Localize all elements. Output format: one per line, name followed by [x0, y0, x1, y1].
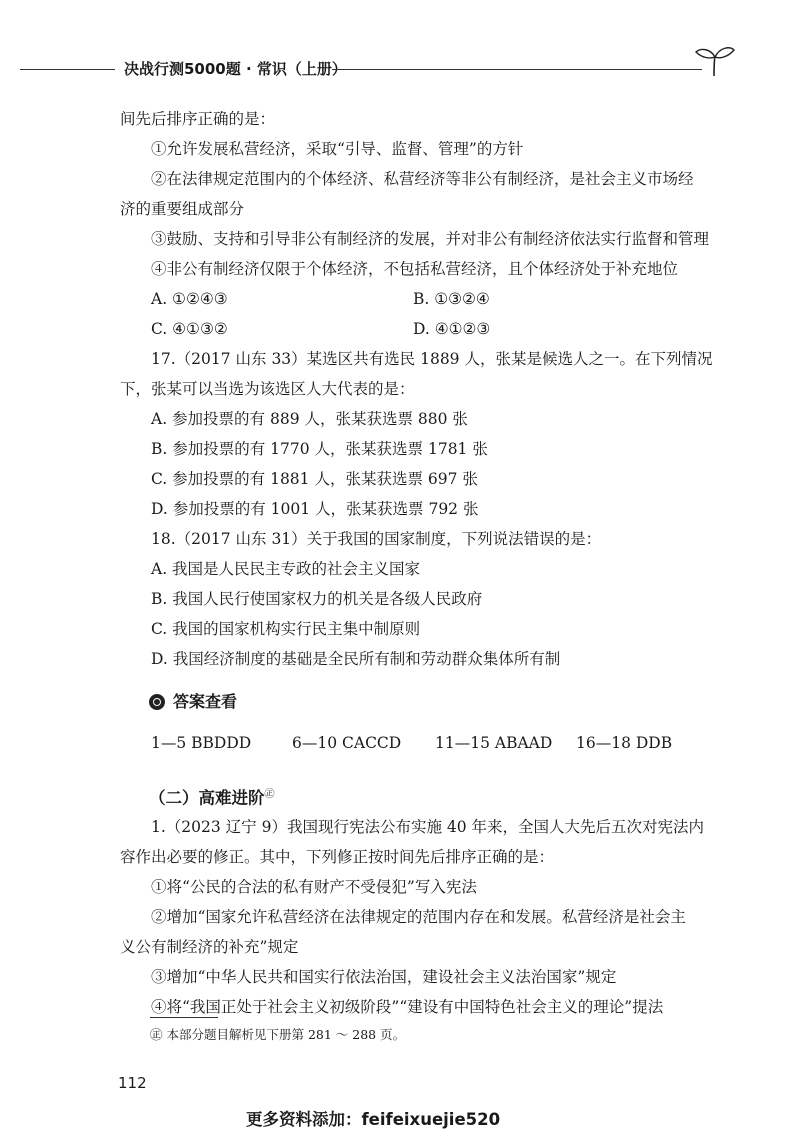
answer-group: 6—10 CACCD [292, 734, 402, 752]
question-17-stem: 17.（2017 山东 33）某选区共有选民 1889 人，张某是候选人之一。在下列情况 [151, 350, 713, 368]
option-row [120, 314, 720, 344]
watermark-text: 更多资料添加：feifeixuejie520 [246, 1110, 501, 1129]
question-18-stem: 18.（2017 山东 31）关于我国的国家制度，下列说法错误的是： [151, 530, 602, 548]
option-d: D. 参加投票的有 1001 人，张某获选票 792 张 [151, 500, 479, 518]
page-number: 112 [118, 1074, 147, 1092]
option-c: C. 我国的国家机构实行民主集中制原则 [151, 620, 421, 638]
footnote: ㊣ 本部分题目解析见下册第 281 ～ 288 页。 [150, 1027, 406, 1042]
answer-key-row [120, 724, 720, 760]
sprout-icon [690, 42, 738, 78]
answer-group: 1—5 BBDDD [151, 734, 252, 752]
statement-item-continued: 义公有制经济的补充”规定 [120, 938, 299, 956]
section-heading-label: （二）高难进阶 [149, 788, 265, 808]
question-17-stem-continued: 下，张某可以当选为该选区人大代表的是： [120, 380, 415, 398]
footnote-rule [150, 1017, 218, 1018]
question-stem-tail: 间先后排序正确的是： [120, 110, 276, 128]
option-b: B. 我国人民行使国家权力的机关是各级人民政府 [151, 590, 483, 608]
statement-item-continued: 济的重要组成部分 [120, 200, 245, 218]
footnote-mark: ㊣ [264, 789, 275, 800]
option-b: B. ①③②④ [413, 290, 490, 308]
statement-item: ③增加“中华人民共和国实行依法治国，建设社会主义法治国家”规定 [151, 968, 617, 986]
statement-item: ③鼓励、支持和引导非公有制经济的发展，并对非公有制经济依法实行监督和管理 [151, 230, 710, 248]
option-a: A. ①②④③ [151, 290, 228, 308]
option-c: C. ④①③② [151, 320, 228, 338]
statement-item: ②在法律规定范围内的个体经济、私营经济等非公有制经济，是社会主义市场经 [151, 170, 694, 188]
answer-group: 11—15 ABAAD [435, 734, 553, 752]
header-title: 决战行测5000题 · 常识（上册） [124, 60, 347, 78]
option-d: D. ④①②③ [413, 320, 491, 338]
page-body [120, 104, 720, 1022]
question-1-stem: 1.（2023 辽宁 9）我国现行宪法公布实施 40 年来，全国人大先后五次对宪法内 [151, 818, 705, 836]
answer-badge-icon [149, 694, 165, 710]
statement-item: ①允许发展私营经济，采取“引导、监督、管理”的方针 [151, 140, 524, 158]
statement-item: ②增加“国家允许私营经济在法律规定的范围内存在和发展。私营经济是社会主 [151, 908, 686, 926]
question-1-stem-continued: 容作出必要的修正。其中，下列修正按时间先后排序正确的是： [120, 848, 555, 866]
section-heading [120, 780, 720, 812]
header-rule-right [332, 69, 702, 70]
option-a: A. 参加投票的有 889 人，张某获选票 880 张 [151, 410, 468, 428]
statement-item: ④将“我国正处于社会主义初级阶段”“建设有中国特色社会主义的理论”提法 [151, 998, 664, 1016]
answers-heading-label: 答案查看 [173, 692, 238, 711]
answers-heading [120, 686, 720, 718]
option-b: B. 参加投票的有 1770 人，张某获选票 1781 张 [151, 440, 488, 458]
statement-item: ①将“公民的合法的私有财产不受侵犯”写入宪法 [151, 878, 477, 896]
option-a: A. 我国是人民民主专政的社会主义国家 [151, 560, 421, 578]
option-d: D. 我国经济制度的基础是全民所有制和劳动群众集体所有制 [151, 650, 561, 668]
running-header [20, 56, 760, 86]
header-rule-left [20, 69, 115, 70]
option-row [120, 284, 720, 314]
option-c: C. 参加投票的有 1881 人，张某获选票 697 张 [151, 470, 478, 488]
answer-group: 16—18 DDB [576, 734, 673, 752]
statement-item: ④非公有制经济仅限于个体经济，不包括私营经济，且个体经济处于补充地位 [151, 260, 679, 278]
